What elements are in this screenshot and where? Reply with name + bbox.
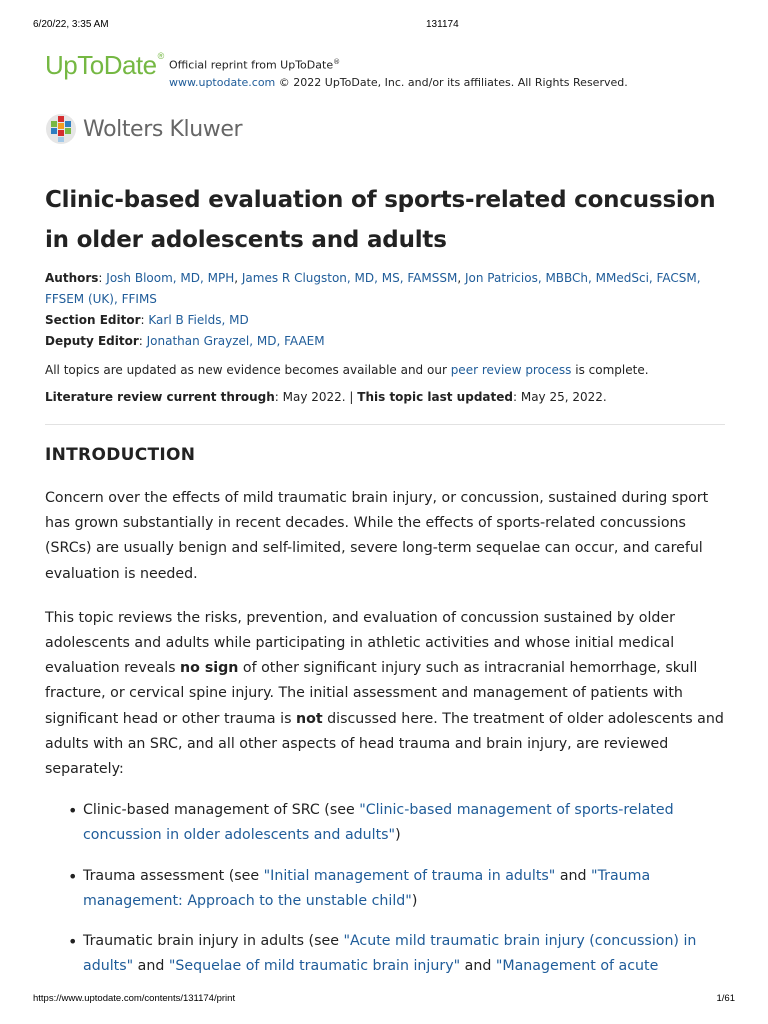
section-divider [45, 424, 725, 425]
section-editor-link[interactable]: Karl B Fields, MD [148, 313, 249, 327]
topic-link[interactable]: "Acute mild traumatic brain injury (concussion) in adults" [83, 933, 697, 975]
peer-review-link[interactable]: peer review process [450, 363, 572, 377]
authors-line: Authors: Josh Bloom, MD, MPH, James R Clugston, MD, MS, FAMSSM, Jon Patricios, MBBCh, MMedSci, FACSM, FFSEM (UK), FFIMS [45, 271, 701, 306]
print-url: https://www.uptodate.com/contents/131174/print [33, 993, 236, 1004]
last-updated-label: This topic last updated [357, 390, 513, 404]
author-link[interactable]: Jon Patricios, MBBCh, MMedSci, FACSM, FFSEM (UK), FFIMS [45, 271, 701, 306]
reprint-line: Official reprint from UpToDate [169, 58, 334, 72]
lit-review-label: Literature review current through [45, 390, 275, 404]
page-number: 1/61 [716, 993, 735, 1004]
author-link[interactable]: James R Clugston, MD, MS, FAMSSM [241, 271, 458, 285]
update-note: All topics are updated as new evidence becomes available and our peer review process is complete. [45, 363, 649, 377]
uptodate-site-link[interactable]: www.uptodate.com [169, 75, 276, 89]
intro-paragraph-1: Concern over the effects of mild traumatic brain injury, or concussion, sustained during sport has grown substantially in recent decades. While the effects of sports-related concussions (SRCs) are usually benign and self-limited, severe long-term sequelae can occur, and careful evaluation is needed. [45, 490, 709, 582]
deputy-editor-link[interactable]: Jonathan Grayzel, MD, FAAEM [146, 334, 325, 348]
topic-link[interactable]: "Management of acute [495, 958, 659, 975]
wolters-kluwer-wordmark: Wolters Kluwer [83, 117, 243, 142]
last-updated-value: : May 25, 2022. [512, 390, 607, 404]
section-editor-label: Section Editor [45, 313, 141, 327]
deputy-editor-line: Deputy Editor: Jonathan Grayzel, MD, FAAEM [45, 334, 325, 348]
reprint-notice: Official reprint from UpToDate® www.uptodate.com © 2022 UpToDate, Inc. and/or its affiliates. All Rights Reserved. [169, 58, 628, 89]
related-topics-list [45, 798, 725, 979]
section-heading-introduction: INTRODUCTION [45, 445, 196, 465]
topic-link[interactable]: "Trauma management: Approach to the unstable child" [83, 867, 651, 909]
article [45, 180, 725, 994]
deputy-editor-label: Deputy Editor [45, 334, 139, 348]
uptodate-logo[interactable]: UpToDate® [45, 50, 164, 80]
print-doc-id: 131174 [426, 19, 459, 30]
wolters-kluwer-mark-icon [45, 113, 77, 145]
print-datetime: 6/20/22, 3:35 AM [33, 19, 109, 30]
topic-link[interactable]: "Initial management of trauma in adults" [263, 867, 556, 884]
author-link[interactable]: Josh Bloom, MD, MPH [106, 271, 235, 285]
list-item: • Trauma assessment (see "Initial management of trauma in adults" and "Trauma management: Approach to the unstable child") [83, 864, 725, 914]
article-title: Clinic-based evaluation of sports-related concussion in older adolescents and adults [45, 187, 716, 253]
article-meta [45, 268, 725, 352]
list-item: • Clinic-based management of SRC (see "Clinic-based management of sports-related concussion in older adolescents and adults") [83, 798, 725, 848]
topic-link[interactable]: "Clinic-based management of sports-related concussion in older adolescents and adults" [83, 802, 674, 844]
authors-label: Authors [45, 271, 99, 285]
review-dates [45, 388, 725, 406]
copyright-text: © 2022 UpToDate, Inc. and/or its affiliates. All Rights Reserved. [275, 75, 628, 89]
list-item: • Traumatic brain injury in adults (see "Acute mild traumatic brain injury (concussion) in adults" and "Sequelae of mild traumatic brain injury" and "Management of acute [83, 929, 725, 979]
lit-review-value: : May 2022. | [274, 390, 358, 404]
topic-link[interactable]: "Sequelae of mild traumatic brain injury" [168, 958, 461, 975]
intro-paragraph-2: This topic reviews the risks, prevention, and evaluation of concussion sustained by older adolescents and adults while participating in athletic activities and whose initial medical evaluation reveals no sign of other significant injury such as intracranial hemorrhage, skull fracture, or cervical spine injury. The initial assessment and management of patients with significant head or other trauma is not discussed here. The treatment of older adolescents and adults with an SRC, and all other aspects of head trauma and brain injury, are reviewed separately: [45, 609, 724, 778]
section-editor-line: Section Editor: Karl B Fields, MD [45, 313, 249, 327]
